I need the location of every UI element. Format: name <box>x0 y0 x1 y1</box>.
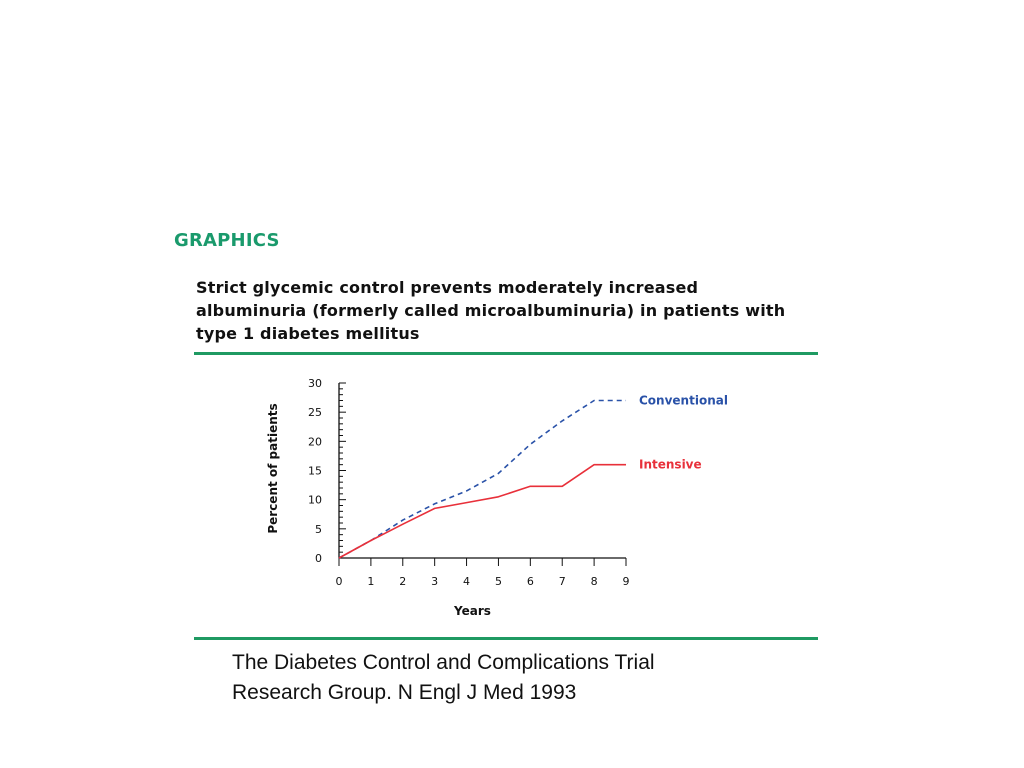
x-tick-label: 4 <box>463 575 471 588</box>
series-label-intensive: Intensive <box>639 457 702 472</box>
y-tick-label: 30 <box>308 377 322 390</box>
y-tick-label: 5 <box>315 522 322 536</box>
y-tick-label: 25 <box>308 406 322 420</box>
citation-line-2: Research Group. N Engl J Med 1993 <box>232 681 577 704</box>
x-tick-label: 6 <box>526 575 534 588</box>
series-line-intensive <box>339 465 626 558</box>
bottom-divider <box>194 637 818 640</box>
citation-line-1: The Diabetes Control and Complications Trial <box>232 651 655 674</box>
x-tick-label: 9 <box>622 575 630 588</box>
chart-labels <box>639 394 728 472</box>
x-axis-label: Years <box>454 604 491 618</box>
citation <box>232 648 655 708</box>
x-tick-label: 8 <box>590 575 598 588</box>
y-axis-label: Percent of patients <box>266 403 280 534</box>
y-tick-label: 15 <box>308 464 322 478</box>
x-tick-label: 3 <box>431 575 439 588</box>
chart-ticks <box>308 377 630 588</box>
x-tick-label: 2 <box>399 575 407 588</box>
x-tick-label: 0 <box>335 575 343 588</box>
x-tick-label: 1 <box>367 575 375 588</box>
y-tick-label: 0 <box>315 552 322 565</box>
y-tick-label: 10 <box>308 493 322 507</box>
y-tick-label: 20 <box>308 435 322 449</box>
figure-title: Strict glycemic control prevents moderately increased albuminuria (formerly called microalbuminuria) in patients with type 1 diabetes mellitus <box>196 278 786 343</box>
section-label: GRAPHICS <box>174 230 280 251</box>
chart-axes <box>339 383 626 558</box>
series-label-conventional: Conventional <box>639 393 728 408</box>
x-tick-label: 7 <box>558 575 566 588</box>
chart-lines <box>339 400 626 558</box>
x-tick-label: 5 <box>494 575 502 588</box>
